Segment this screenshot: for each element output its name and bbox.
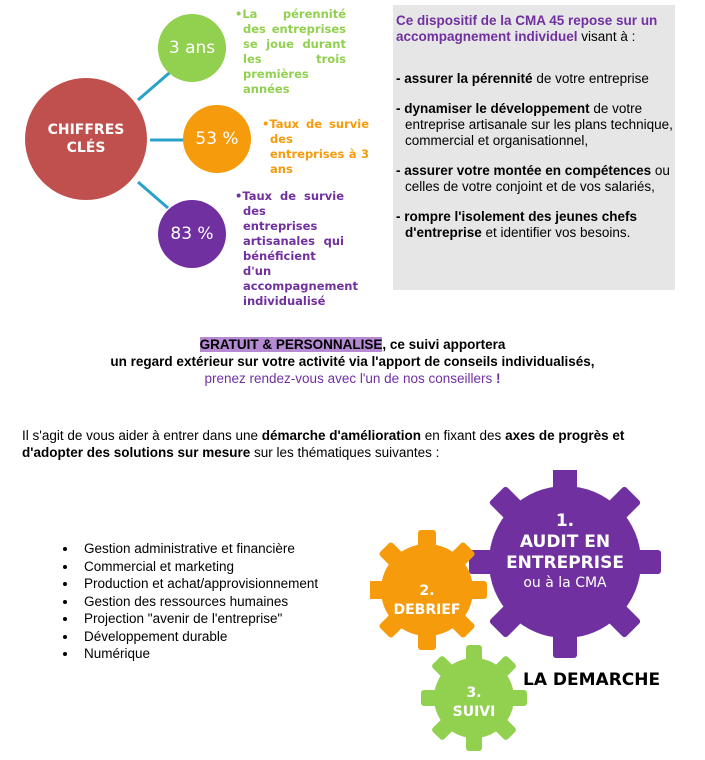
cma-intro: Ce dispositif de la CMA 45 repose sur un accompagnement individuel visant à : [396, 13, 658, 44]
free-offer-block [0, 336, 705, 387]
list-item: • Gestion des ressources humaines [78, 593, 318, 611]
bullet-icon: • [235, 189, 243, 203]
stat-value: 3 ans [168, 38, 216, 58]
gear-2-label: 2. DEBRIEF [393, 583, 461, 618]
stat-value: 83 % [170, 224, 214, 244]
free-offer-line-3: prenez rendez-vous avec l'un de nos conseillers ! [204, 371, 501, 386]
stat-text-3: •Taux de survie des entreprises artisanales qui bénéficient d'un accompagnement individualisé [235, 189, 358, 308]
list-item: • Commercial et marketing [78, 558, 318, 576]
key-figures-center-label: CHIFFRES CLÉS [47, 122, 125, 156]
list-item: • Numérique [78, 645, 318, 663]
stat-value: 53 % [195, 129, 239, 149]
stat-circle-3-ans [158, 14, 226, 82]
cma-item-1: - assurer la pérennité de votre entreprise [396, 71, 649, 86]
free-offer-highlight: GRATUIT & PERSONNALISE [199, 337, 383, 352]
stat-text-1: •La pérennité des entreprises se joue durant les trois premières années [235, 7, 346, 96]
cma-item-4: - rompre l'isolement des jeunes chefs d'entreprise et identifier vos besoins. [396, 209, 638, 240]
bullet-icon: • [262, 117, 270, 131]
gear-1-label: 1. AUDIT EN ENTREPRISE ou à la CMA [506, 511, 624, 591]
stat-circle-53 [183, 105, 251, 173]
approach-paragraph: Il s'agit de vous aider à entrer dans une démarche d'amélioration en fixant des axes de progrès et d'adopter des solutions sur mesure sur les thématiques suivantes : [22, 428, 625, 460]
gear-3-label: 3. SUIVI [452, 685, 496, 720]
demarche-title: LA DEMARCHE [523, 670, 661, 690]
list-item: • Projection "avenir de l'entreprise" [78, 610, 318, 628]
list-item: • Développement durable [78, 628, 318, 646]
bullet-icon: • [235, 7, 243, 21]
free-offer-line-1: GRATUIT & PERSONNALISE, ce suivi apportera [199, 337, 506, 352]
cma-item-2: - dynamiser le développement de votre entreprise artisanale sur les plans technique, commercial et organisationnel, [396, 101, 673, 148]
cma-info-box [393, 5, 675, 290]
stat-text-2: •Taux de survie des entreprises à 3 ans [262, 117, 369, 176]
list-item: • Production et achat/approvisionnement [78, 575, 318, 593]
free-offer-line-2: un regard extérieur sur votre activité via l'apport de conseils individualisés, [110, 354, 595, 369]
stat-circle-83 [158, 200, 226, 268]
cma-item-3: - assurer votre montée en compétences ou celles de votre conjoint et de vos salariés, [396, 163, 670, 194]
themes-list [50, 540, 318, 663]
list-item: • Gestion administrative et financière [78, 540, 318, 558]
key-figures-center-circle [25, 78, 147, 200]
